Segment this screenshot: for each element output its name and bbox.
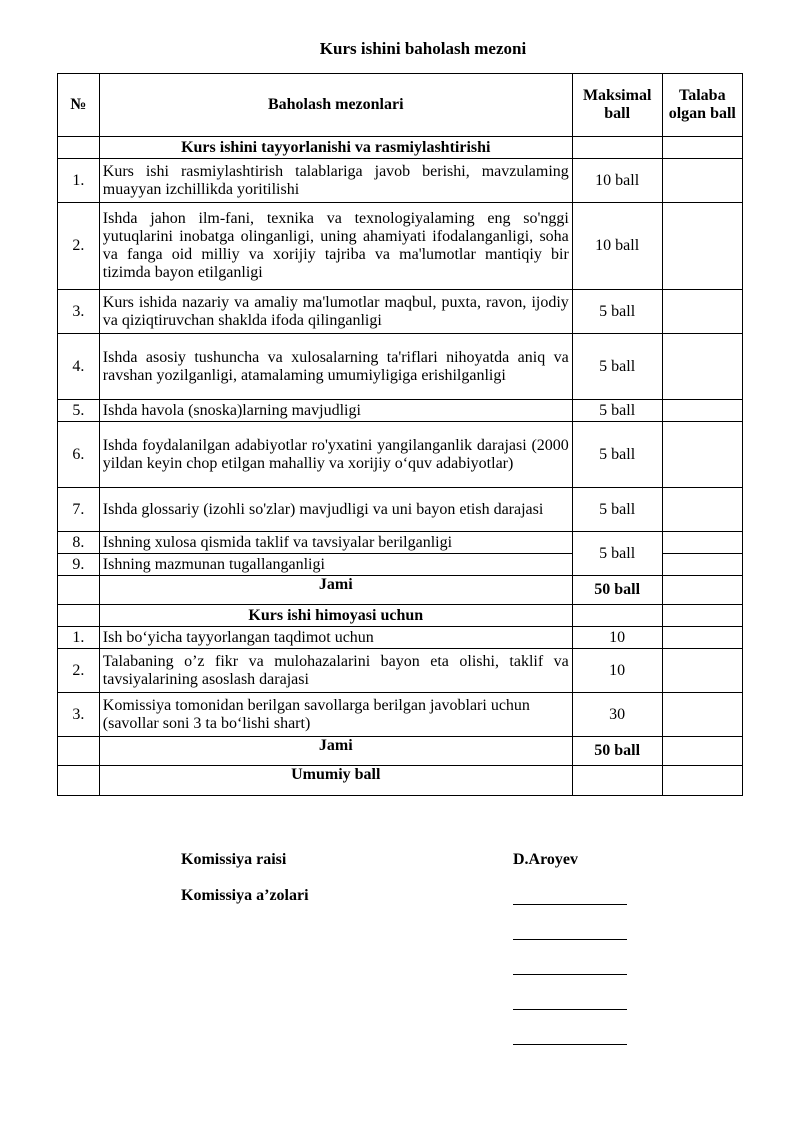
table-row <box>58 649 743 693</box>
section2-total-label: Jami <box>99 737 572 766</box>
section1-total-label: Jami <box>99 576 572 605</box>
document-title: Kurs ishini baholash mezoni <box>319 39 527 58</box>
row-criteria: Kurs ishida nazariy va amaliy ma'lumotlar maqbul, puxta, ravon, ijodiy va qiziqtiruvchan shaklda ifoda qilinganligi <box>99 290 572 334</box>
section1-title: Kurs ishini tayyorlanishi va rasmiylashtirishi <box>99 137 572 159</box>
row-max: 5 ball <box>572 532 662 576</box>
section-row <box>58 137 743 159</box>
row-max: 5 ball <box>572 422 662 488</box>
grand-total-label: Umumiy ball <box>99 766 572 796</box>
row-student-score[interactable] <box>662 649 742 693</box>
chair-label: Komissiya raisi <box>181 851 287 868</box>
section1-total-row <box>58 576 743 605</box>
section2-total-value: 50 ball <box>572 737 662 766</box>
table-row <box>58 334 743 400</box>
row-student-score[interactable] <box>662 290 742 334</box>
row-student-score[interactable] <box>662 627 742 649</box>
members-label: Komissiya a’zolari <box>181 887 309 904</box>
table-row <box>58 532 743 554</box>
section1-student-total[interactable] <box>662 576 742 605</box>
row-student-score[interactable] <box>662 422 742 488</box>
table-row <box>58 627 743 649</box>
row-max: 5 ball <box>572 488 662 532</box>
evaluation-table <box>57 73 743 796</box>
row-max: 5 ball <box>572 290 662 334</box>
row-student-score[interactable] <box>662 554 742 576</box>
row-student-score[interactable] <box>662 203 742 290</box>
row-student-score[interactable] <box>662 693 742 737</box>
row-student-score[interactable] <box>662 334 742 400</box>
section2-title: Kurs ishi himoyasi uchun <box>99 605 572 627</box>
row-max: 10 <box>572 627 662 649</box>
row-criteria: Ishda glossariy (izohli so'zlar) mavjudligi va uni bayon etish darajasi <box>99 488 572 532</box>
row-max: 5 ball <box>572 400 662 422</box>
row-max: 10 ball <box>572 203 662 290</box>
row-num: 5. <box>58 400 100 422</box>
table-row <box>58 203 743 290</box>
row-num: 2. <box>58 649 100 693</box>
signature-line <box>513 939 627 940</box>
row-num: 8. <box>58 532 100 554</box>
row-criteria: Talabaning o’z fikr va mulohazalarini bayon eta olishi, taklif va tavsiyalarining asoslash darajasi <box>99 649 572 693</box>
row-max: 10 ball <box>572 159 662 203</box>
table-header-row <box>58 74 743 137</box>
grand-total-row <box>58 766 743 796</box>
row-criteria: Ishda foydalanilgan adabiyotlar ro'yxatini yangilanganlik darajasi (2000 yildan keyin chop etilgan mahalliy va xorijiy o‘quv adabiyotlar) <box>99 422 572 488</box>
section-row <box>58 605 743 627</box>
signature-line <box>513 1009 627 1010</box>
row-criteria: Ishda jahon ilm-fani, texnika va texnologiyalaming eng so'nggi yutuqlarini inobatga olinganligi, uning ahamiyati ifodalanganligi, soha va fanga oid milliy va xorijiy tajriba va ma'lumotlar mantiqiy bir tizimda bayon etilganligi <box>99 203 572 290</box>
table-row <box>58 488 743 532</box>
row-max: 30 <box>572 693 662 737</box>
signature-line <box>513 1044 627 1045</box>
row-num: 1. <box>58 627 100 649</box>
signature-line <box>513 974 627 975</box>
row-num: 7. <box>58 488 100 532</box>
header-criteria: Baholash mezonlari <box>99 74 572 137</box>
row-criteria: Ishning mazmunan tugallanganligi <box>99 554 572 576</box>
row-criteria: Ishda asosiy tushuncha va xulosalarning ta'riflari nihoyatda aniq va ravshan yozilganligi, atamalaming umumiyligiga erishilganligi <box>99 334 572 400</box>
row-num: 6. <box>58 422 100 488</box>
chair-name: D.Aroyev <box>513 851 579 868</box>
section1-total-value: 50 ball <box>572 576 662 605</box>
row-criteria: Ishning xulosa qismida taklif va tavsiyalar berilganligi <box>99 532 572 554</box>
row-student-score[interactable] <box>662 159 742 203</box>
grand-total-student[interactable] <box>662 766 742 796</box>
row-student-score[interactable] <box>662 532 742 554</box>
grand-total-max <box>572 766 662 796</box>
row-num: 1. <box>58 159 100 203</box>
table-row <box>58 400 743 422</box>
row-student-score[interactable] <box>662 488 742 532</box>
signature-line <box>513 904 627 905</box>
header-student: Talaba olgan ball <box>662 74 742 137</box>
table-row <box>58 693 743 737</box>
row-num: 3. <box>58 693 100 737</box>
row-max: 10 <box>572 649 662 693</box>
row-max: 5 ball <box>572 334 662 400</box>
row-num: 4. <box>58 334 100 400</box>
header-max: Maksimal ball <box>572 74 662 137</box>
row-num: 3. <box>58 290 100 334</box>
row-criteria: Ishda havola (snoska)larning mavjudligi <box>99 400 572 422</box>
row-num: 2. <box>58 203 100 290</box>
section2-student-total[interactable] <box>662 737 742 766</box>
row-criteria: Kurs ishi rasmiylashtirish talablariga javob berishi, mavzulaming muayyan izchillikda yoritilishi <box>99 159 572 203</box>
row-student-score[interactable] <box>662 400 742 422</box>
table-row <box>58 290 743 334</box>
table-row <box>58 159 743 203</box>
table-row <box>58 422 743 488</box>
row-criteria: Ish bo‘yicha tayyorlangan taqdimot uchun <box>99 627 572 649</box>
row-num: 9. <box>58 554 100 576</box>
header-num: № <box>58 74 100 137</box>
row-criteria: Komissiya tomonidan berilgan savollarga berilgan javoblari uchun (savollar soni 3 ta bo‘lishi shart) <box>99 693 572 737</box>
section2-total-row <box>58 737 743 766</box>
